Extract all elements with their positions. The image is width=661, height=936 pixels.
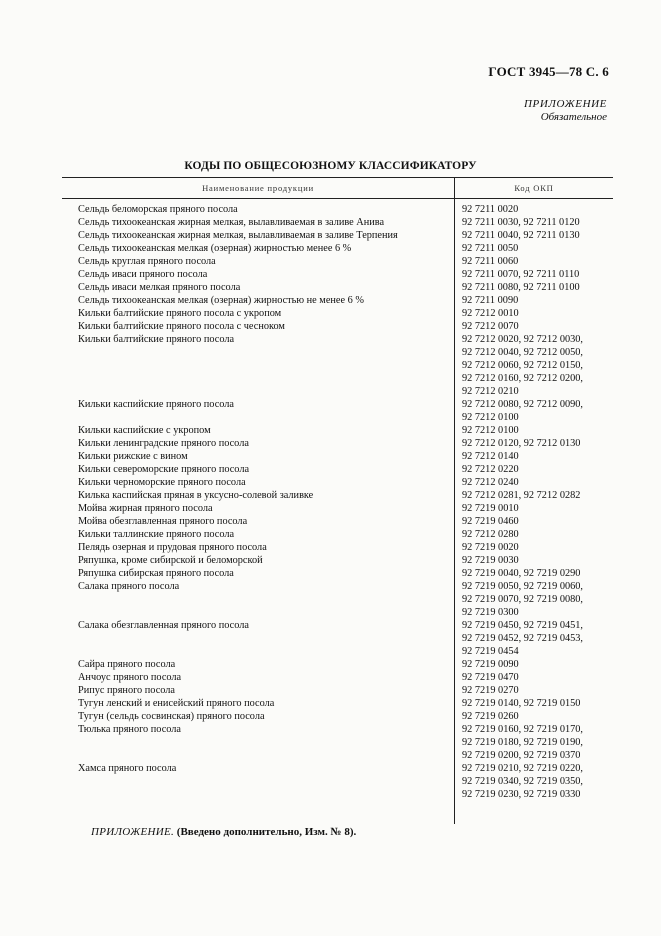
okp-codes [454, 203, 613, 216]
table-row [62, 203, 613, 216]
okp-codes [454, 450, 613, 463]
table-row [62, 476, 613, 489]
okp-codes [454, 710, 613, 723]
table-row [62, 398, 613, 424]
product-name: Сельдь беломорская пряного посола [78, 204, 238, 215]
okp-codes [454, 658, 613, 671]
column-header-code: Код ОКП [514, 183, 554, 193]
table-row [62, 723, 613, 762]
product-name: Кильки североморские пряного посола [78, 464, 250, 475]
product-name: Кильки каспийские пряного посола [78, 399, 234, 410]
okp-codes [454, 463, 613, 476]
okp-code-line: 92 7211 0050 [462, 243, 519, 254]
footnote-text: (Введено дополнительно, Изм. № 8). [176, 826, 357, 838]
table-row [62, 684, 613, 697]
okp-codes [454, 697, 613, 710]
okp-code-line: 92 7212 0280 [462, 529, 519, 540]
okp-codes [454, 424, 613, 437]
product-name: Кильки балтийские пряного посола [78, 334, 235, 345]
product-name: Тугун (сельдь сосвинская) пряного посола [78, 711, 265, 722]
product-name: Сайра пряного посола [78, 659, 176, 670]
product-name: Кильки каспийские с укропом [78, 425, 211, 436]
okp-codes [454, 294, 613, 307]
product-name: Кильки балтийские пряного посола с укропом [78, 308, 282, 319]
okp-code-line: 92 7211 0040, 92 7211 0130 [462, 230, 580, 241]
table-row [62, 554, 613, 567]
okp-code-line: 92 7219 0030 [462, 555, 519, 566]
table-row [62, 658, 613, 671]
product-name: Сельдь круглая пряного посола [78, 256, 216, 267]
okp-codes [454, 216, 613, 229]
table-row [62, 216, 613, 229]
okp-code-line: 92 7211 0070, 92 7211 0110 [462, 269, 580, 280]
product-name: Кильки черноморские пряного посола [78, 477, 246, 488]
appendix-label: ПРИЛОЖЕНИЕ [524, 98, 607, 110]
okp-code-line: 92 7211 0090 [462, 295, 519, 306]
okp-codes [454, 762, 613, 801]
okp-codes [454, 515, 613, 528]
okp-codes [454, 619, 613, 658]
okp-code-line: 92 7219 0340, 92 7219 0350, [462, 776, 583, 787]
appendix-block [524, 98, 607, 124]
column-header-name: Наименование продукции [62, 178, 455, 198]
okp-code-line: 92 7211 0020 [462, 204, 519, 215]
okp-codes [454, 268, 613, 281]
table-row [62, 541, 613, 554]
product-name: Рипус пряного посола [78, 685, 175, 696]
okp-code-line: 92 7212 0060, 92 7212 0150, [462, 360, 583, 371]
okp-code-line: 92 7219 0230, 92 7219 0330 [462, 789, 581, 800]
okp-code-line: 92 7212 0100 [462, 412, 519, 423]
okp-code-line: 92 7219 0210, 92 7219 0220, [462, 763, 583, 774]
okp-code-line: 92 7219 0200, 92 7219 0370 [462, 750, 581, 761]
table-row [62, 320, 613, 333]
okp-code-line: 92 7211 0060 [462, 256, 519, 267]
product-name: Ряпушка сибирская пряного посола [78, 568, 234, 579]
okp-code-line: 92 7219 0460 [462, 516, 519, 527]
okp-code-line: 92 7212 0220 [462, 464, 519, 475]
table-row [62, 580, 613, 619]
table-row [62, 762, 613, 801]
product-name: Кильки ленинградские пряного посола [78, 438, 249, 449]
okp-codes [454, 476, 613, 489]
okp-code-line: 92 7219 0450, 92 7219 0451, [462, 620, 583, 631]
okp-code-line: 92 7212 0080, 92 7212 0090, [462, 399, 583, 410]
table-row [62, 489, 613, 502]
okp-code-line: 92 7212 0240 [462, 477, 519, 488]
table-row [62, 450, 613, 463]
okp-codes [454, 307, 613, 320]
okp-code-line: 92 7219 0020 [462, 542, 519, 553]
table-row [62, 567, 613, 580]
table-row [62, 515, 613, 528]
okp-code-line: 92 7219 0090 [462, 659, 519, 670]
table-row [62, 710, 613, 723]
product-name: Салака обезглавленная пряного посола [78, 620, 249, 631]
okp-codes [454, 554, 613, 567]
okp-codes [454, 229, 613, 242]
okp-code-line: 92 7212 0160, 92 7212 0200, [462, 373, 583, 384]
product-name: Мойва жирная пряного посола [78, 503, 213, 514]
okp-codes [454, 242, 613, 255]
okp-code-line: 92 7219 0470 [462, 672, 519, 683]
column-divider [454, 199, 455, 824]
footnote [91, 826, 356, 838]
product-name: Сельдь иваси мелкая пряного посола [78, 282, 241, 293]
table-row [62, 528, 613, 541]
product-name: Тюлька пряного посола [78, 724, 181, 735]
okp-code-line: 92 7212 0120, 92 7212 0130 [462, 438, 581, 449]
product-name: Сельдь тихоокеанская мелкая (озерная) жирностью не менее 6 % [78, 295, 364, 306]
product-name: Сельдь иваси пряного посола [78, 269, 208, 280]
okp-code-line: 92 7219 0452, 92 7219 0453, [462, 633, 583, 644]
product-name: Пелядь озерная и прудовая пряного посола [78, 542, 267, 553]
okp-code-line: 92 7219 0300 [462, 607, 519, 618]
okp-codes [454, 684, 613, 697]
table-row [62, 255, 613, 268]
product-name: Тугун ленский и енисейский пряного посола [78, 698, 275, 709]
okp-codes [454, 723, 613, 762]
okp-codes [454, 567, 613, 580]
product-name: Мойва обезглавленная пряного посола [78, 516, 248, 527]
okp-codes [454, 255, 613, 268]
okp-code-line: 92 7219 0040, 92 7219 0290 [462, 568, 581, 579]
okp-code-line: 92 7212 0070 [462, 321, 519, 332]
okp-codes [454, 281, 613, 294]
appendix-status: Обязательное [540, 111, 607, 123]
footnote-label: ПРИЛОЖЕНИЕ. [91, 826, 175, 838]
okp-code-line: 92 7219 0070, 92 7219 0080, [462, 594, 583, 605]
okp-codes [454, 528, 613, 541]
okp-code-line: 92 7219 0050, 92 7219 0060, [462, 581, 583, 592]
table-row [62, 424, 613, 437]
table-row [62, 463, 613, 476]
product-name: Сельдь тихоокеанская мелкая (озерная) жирностью менее 6 % [78, 243, 352, 254]
okp-code-line: 92 7211 0030, 92 7211 0120 [462, 217, 580, 228]
table-body [62, 199, 613, 801]
table-row [62, 242, 613, 255]
table-row [62, 281, 613, 294]
product-name: Анчоус пряного посола [78, 672, 182, 683]
okp-code-line: 92 7212 0010 [462, 308, 519, 319]
okp-code-line: 92 7212 0210 [462, 386, 519, 397]
table-row [62, 697, 613, 710]
table-row [62, 502, 613, 515]
document-id: ГОСТ 3945—78 С. 6 [488, 64, 609, 79]
table-row [62, 671, 613, 684]
okp-code-line: 92 7219 0270 [462, 685, 519, 696]
table-row [62, 619, 613, 658]
table-row [62, 307, 613, 320]
okp-codes [454, 333, 613, 398]
okp-codes [454, 671, 613, 684]
product-name: Сельдь тихоокеанская жирная мелкая, вылавливаемая в заливе Анива [78, 217, 385, 228]
okp-code-line: 92 7219 0160, 92 7219 0170, [462, 724, 583, 735]
okp-code-line: 92 7211 0080, 92 7211 0100 [462, 282, 580, 293]
table-row [62, 333, 613, 398]
okp-codes [454, 320, 613, 333]
table-header [62, 177, 613, 199]
okp-code-line: 92 7212 0140 [462, 451, 519, 462]
okp-codes [454, 398, 613, 424]
product-name: Ряпушка, кроме сибирской и беломорской [78, 555, 263, 566]
table-row [62, 437, 613, 450]
okp-code-line: 92 7212 0100 [462, 425, 519, 436]
product-name: Салака пряного посола [78, 581, 180, 592]
okp-code-line: 92 7219 0180, 92 7219 0190, [462, 737, 583, 748]
okp-code-line: 92 7212 0020, 92 7212 0030, [462, 334, 583, 345]
okp-code-line: 92 7212 0040, 92 7212 0050, [462, 347, 583, 358]
table-row [62, 268, 613, 281]
product-name: Кильки балтийские пряного посола с чесноком [78, 321, 285, 332]
okp-codes [454, 437, 613, 450]
product-name: Килька каспийская пряная в уксусно-солевой заливке [78, 490, 314, 501]
okp-codes [454, 580, 613, 619]
okp-code-line: 92 7219 0010 [462, 503, 519, 514]
table-row [62, 229, 613, 242]
okp-code-line: 92 7219 0454 [462, 646, 519, 657]
table-row [62, 294, 613, 307]
product-name: Кильки рижские с вином [78, 451, 188, 462]
product-name: Кильки таллинские пряного посола [78, 529, 235, 540]
okp-code-line: 92 7219 0140, 92 7219 0150 [462, 698, 581, 709]
okp-code-line: 92 7212 0281, 92 7212 0282 [462, 490, 581, 501]
product-name: Сельдь тихоокеанская жирная мелкая, вылавливаемая в заливе Терпения [78, 230, 398, 241]
page-title: КОДЫ ПО ОБЩЕСОЮЗНОМУ КЛАССИФИКАТОРУ [184, 160, 477, 172]
okp-codes [454, 489, 613, 502]
product-name: Хамса пряного посола [78, 763, 177, 774]
okp-codes [454, 541, 613, 554]
okp-code-line: 92 7219 0260 [462, 711, 519, 722]
codes-table [62, 177, 613, 801]
okp-codes [454, 502, 613, 515]
